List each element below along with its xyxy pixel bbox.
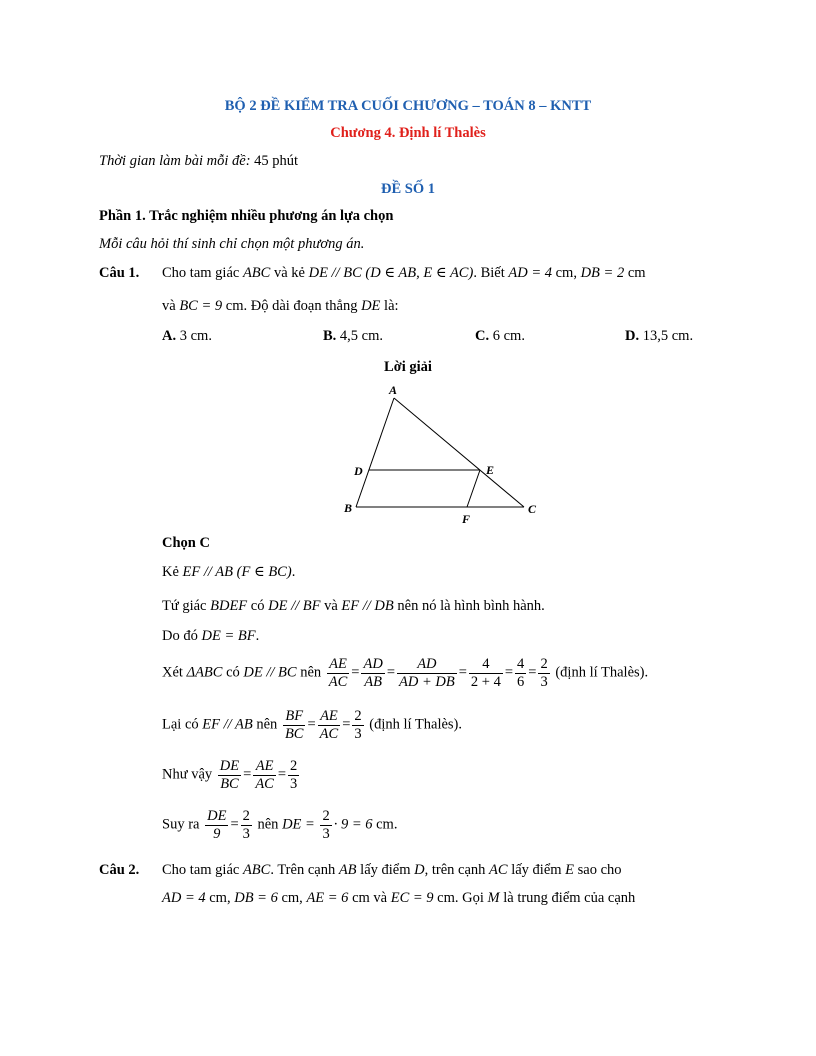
- q1-text: cm. Độ dài đoạn thẳng: [225, 298, 358, 314]
- q2-line1: [162, 862, 622, 879]
- q1-text: và: [162, 298, 176, 314]
- q1-text: và kẻ: [273, 265, 305, 281]
- fraction: $\frac{AD}{AD + DB}$: [399, 656, 455, 690]
- step-text: Kẻ: [162, 564, 179, 580]
- step-text: có: [226, 664, 240, 681]
- step-math: EF // DB: [341, 598, 394, 614]
- time-label: Thời gian làm bài mỗi đề:: [99, 153, 251, 169]
- q1-option-a: [162, 328, 212, 345]
- solution-title: Lời giải: [384, 359, 432, 375]
- q1-text: . Biết: [473, 265, 505, 281]
- step-text: nên: [256, 716, 278, 733]
- step-math: DE // BC: [243, 664, 297, 681]
- fraction: $\frac{AE}{AC}$: [255, 758, 274, 792]
- q2-line2: [162, 890, 635, 907]
- step-text: Suy ra: [162, 816, 200, 833]
- q1-math: DE: [361, 298, 381, 314]
- solution-step-3: [162, 628, 259, 645]
- option-text: 4,5 cm.: [339, 328, 384, 344]
- segment-ab: [356, 398, 394, 507]
- step-math: BDEF: [210, 598, 248, 614]
- step-math: (F ∈ BC): [236, 564, 292, 580]
- step-text: nên: [257, 816, 279, 833]
- option-text: 6 cm.: [492, 328, 525, 344]
- step-text: .: [291, 564, 296, 580]
- q1-line1: [162, 265, 646, 282]
- step-math: EF // AB: [202, 716, 253, 733]
- step-math: DE // BF: [268, 598, 321, 614]
- q2-math: E: [565, 862, 575, 878]
- part1-title: Phần 1. Trắc nghiệm nhiều phương án lựa chọn: [99, 208, 394, 224]
- step-text: .: [255, 628, 260, 644]
- fraction: $\frac{AD}{AB}$: [363, 656, 383, 690]
- q1-text: cm: [627, 265, 646, 281]
- step-text: Như vậy: [162, 766, 213, 783]
- q2-text: Cho tam giác: [162, 862, 240, 878]
- q1-text: là:: [384, 298, 399, 314]
- solution-step-2: [162, 598, 545, 615]
- q1-math: DE // BC: [308, 265, 362, 281]
- document-title: BỘ 2 ĐỀ KIỂM TRA CUỐI CHƯƠNG – TOÁN 8 – KNTT: [224, 98, 592, 114]
- step-text: nên nó là hình bình hành.: [397, 598, 545, 614]
- q1-option-c: [475, 328, 525, 345]
- step-text: Tứ giác: [162, 598, 207, 614]
- q2-text: lấy điểm: [360, 862, 411, 878]
- option-text: 3 cm.: [179, 328, 212, 344]
- label-c: C: [528, 502, 537, 516]
- step-text: Do đó: [162, 628, 198, 644]
- fraction: $\frac{DE}{BC}$: [219, 758, 240, 792]
- fraction: $\frac{DE}{9}$: [207, 808, 227, 842]
- q2-text: cm,: [209, 890, 231, 906]
- option-text: 13,5 cm.: [642, 328, 694, 344]
- step-math: EF // AB: [182, 564, 234, 580]
- fraction: $\frac{2}{3}$: [242, 808, 250, 842]
- q2-text: . Trên cạnh: [270, 862, 336, 878]
- fraction: $\frac{2}{3}$: [322, 808, 330, 842]
- q2-math: DB = 6: [234, 890, 278, 906]
- solution-step-5: Lại có EF // AB nên $\frac{BF}{BC}$ = $\frac{AE}{AC}$ = $\frac{2}{3}$ (định lí Thalès).: [162, 708, 463, 742]
- step-text: và: [324, 598, 338, 614]
- q2-math: AC: [489, 862, 508, 878]
- fraction: $\frac{2}{3}$: [540, 656, 548, 690]
- solution-step-7: Suy ra $\frac{DE}{9}$ = $\frac{2}{3}$ nên DE = $\frac{2}{3}$ · 9 = 6 cm.: [162, 808, 398, 842]
- q1-text: Cho tam giác: [162, 265, 240, 281]
- step-text: Lại có: [162, 716, 199, 733]
- segment-ac: [394, 398, 524, 507]
- fraction: $\frac{2}{3}$: [290, 758, 298, 792]
- q1-math: (D ∈ AB, E ∈ AC): [365, 265, 474, 281]
- step-text: (định lí Thalès).: [555, 664, 649, 681]
- answer-choice: Chọn C: [162, 535, 210, 551]
- exam-number: ĐỀ SỐ 1: [381, 181, 435, 197]
- chapter-subtitle: Chương 4. Định lí Thalès: [330, 125, 486, 141]
- q2-math: D: [414, 862, 425, 878]
- q2-math: AD = 4: [162, 890, 206, 906]
- option-key: D.: [625, 328, 640, 344]
- label-e: E: [486, 463, 495, 477]
- label-d: D: [354, 464, 363, 478]
- triangle-figure: [330, 380, 550, 530]
- step-math: DE =: [282, 816, 315, 833]
- q2-math: M: [487, 890, 500, 906]
- q2-math: EC = 9: [390, 890, 434, 906]
- q2-text: cm. Gọi: [437, 890, 484, 906]
- q1-line2: [162, 298, 399, 315]
- step-math: ΔABC: [186, 664, 223, 681]
- q1-math: AD = 4: [508, 265, 552, 281]
- q2-text: là trung điểm của cạnh: [503, 890, 636, 906]
- q2-label: Câu 2.: [99, 862, 140, 878]
- segment-ef: [467, 470, 480, 507]
- fraction: $\frac{2}{3}$: [354, 708, 362, 742]
- q1-text: cm,: [555, 265, 577, 281]
- step-text: nên: [300, 664, 322, 681]
- q1-math: DB = 2: [580, 265, 625, 281]
- step-math: DE = BF: [201, 628, 256, 644]
- q2-text: sao cho: [577, 862, 622, 878]
- q1-math: BC = 9: [179, 298, 223, 314]
- fraction: $\frac{4}{6}$: [517, 656, 525, 690]
- option-key: C.: [475, 328, 490, 344]
- q2-math: ABC: [242, 862, 271, 878]
- q1-option-d: [625, 328, 693, 345]
- q1-math: ABC: [242, 265, 271, 281]
- part1-note: Mỗi câu hỏi thí sinh chỉ chọn một phương án.: [99, 236, 365, 252]
- fraction: $\frac{AE}{AC}$: [328, 656, 348, 690]
- q2-text: cm,: [281, 890, 303, 906]
- q1-label: Câu 1.: [99, 265, 140, 281]
- step-text: có: [250, 598, 265, 614]
- step-text: cm.: [376, 816, 398, 833]
- q1-option-b: [323, 328, 383, 345]
- q2-math: AB: [338, 862, 357, 878]
- time-value: 45 phút: [254, 153, 299, 169]
- option-key: A.: [162, 328, 177, 344]
- fraction: $\frac{4}{2 + 4}$: [470, 656, 501, 690]
- q2-math: AE = 6: [306, 890, 349, 906]
- step-text: Xét: [162, 664, 183, 681]
- time-info: [99, 153, 298, 170]
- step-math: · 9 = 6: [333, 816, 373, 833]
- q2-text: , trên cạnh: [424, 862, 486, 878]
- solution-step-6: Như vậy $\frac{DE}{BC}$ = $\frac{AE}{AC}$ = $\frac{2}{3}$: [162, 758, 298, 792]
- fraction: $\frac{AE}{AC}$: [319, 708, 339, 742]
- label-a: A: [389, 383, 398, 397]
- q2-text: lấy điểm: [511, 862, 562, 878]
- solution-step-1: [162, 564, 295, 581]
- fraction: $\frac{BF}{BC}$: [284, 708, 304, 742]
- solution-step-4: Xét ΔABC có DE // BC nên $\frac{AE}{AC}$ = $\frac{AD}{AB}$ = $\frac{AD}{AD + DB}$ = $\frac{4}{2 + 4}$ = $\frac{4}{6}$ = $\frac{2}{3}$ (định lí Thalès).: [162, 656, 649, 690]
- label-b: B: [344, 501, 353, 515]
- q2-text: cm và: [352, 890, 388, 906]
- label-f: F: [462, 512, 471, 526]
- step-text: (định lí Thalès).: [369, 716, 463, 733]
- option-key: B.: [323, 328, 337, 344]
